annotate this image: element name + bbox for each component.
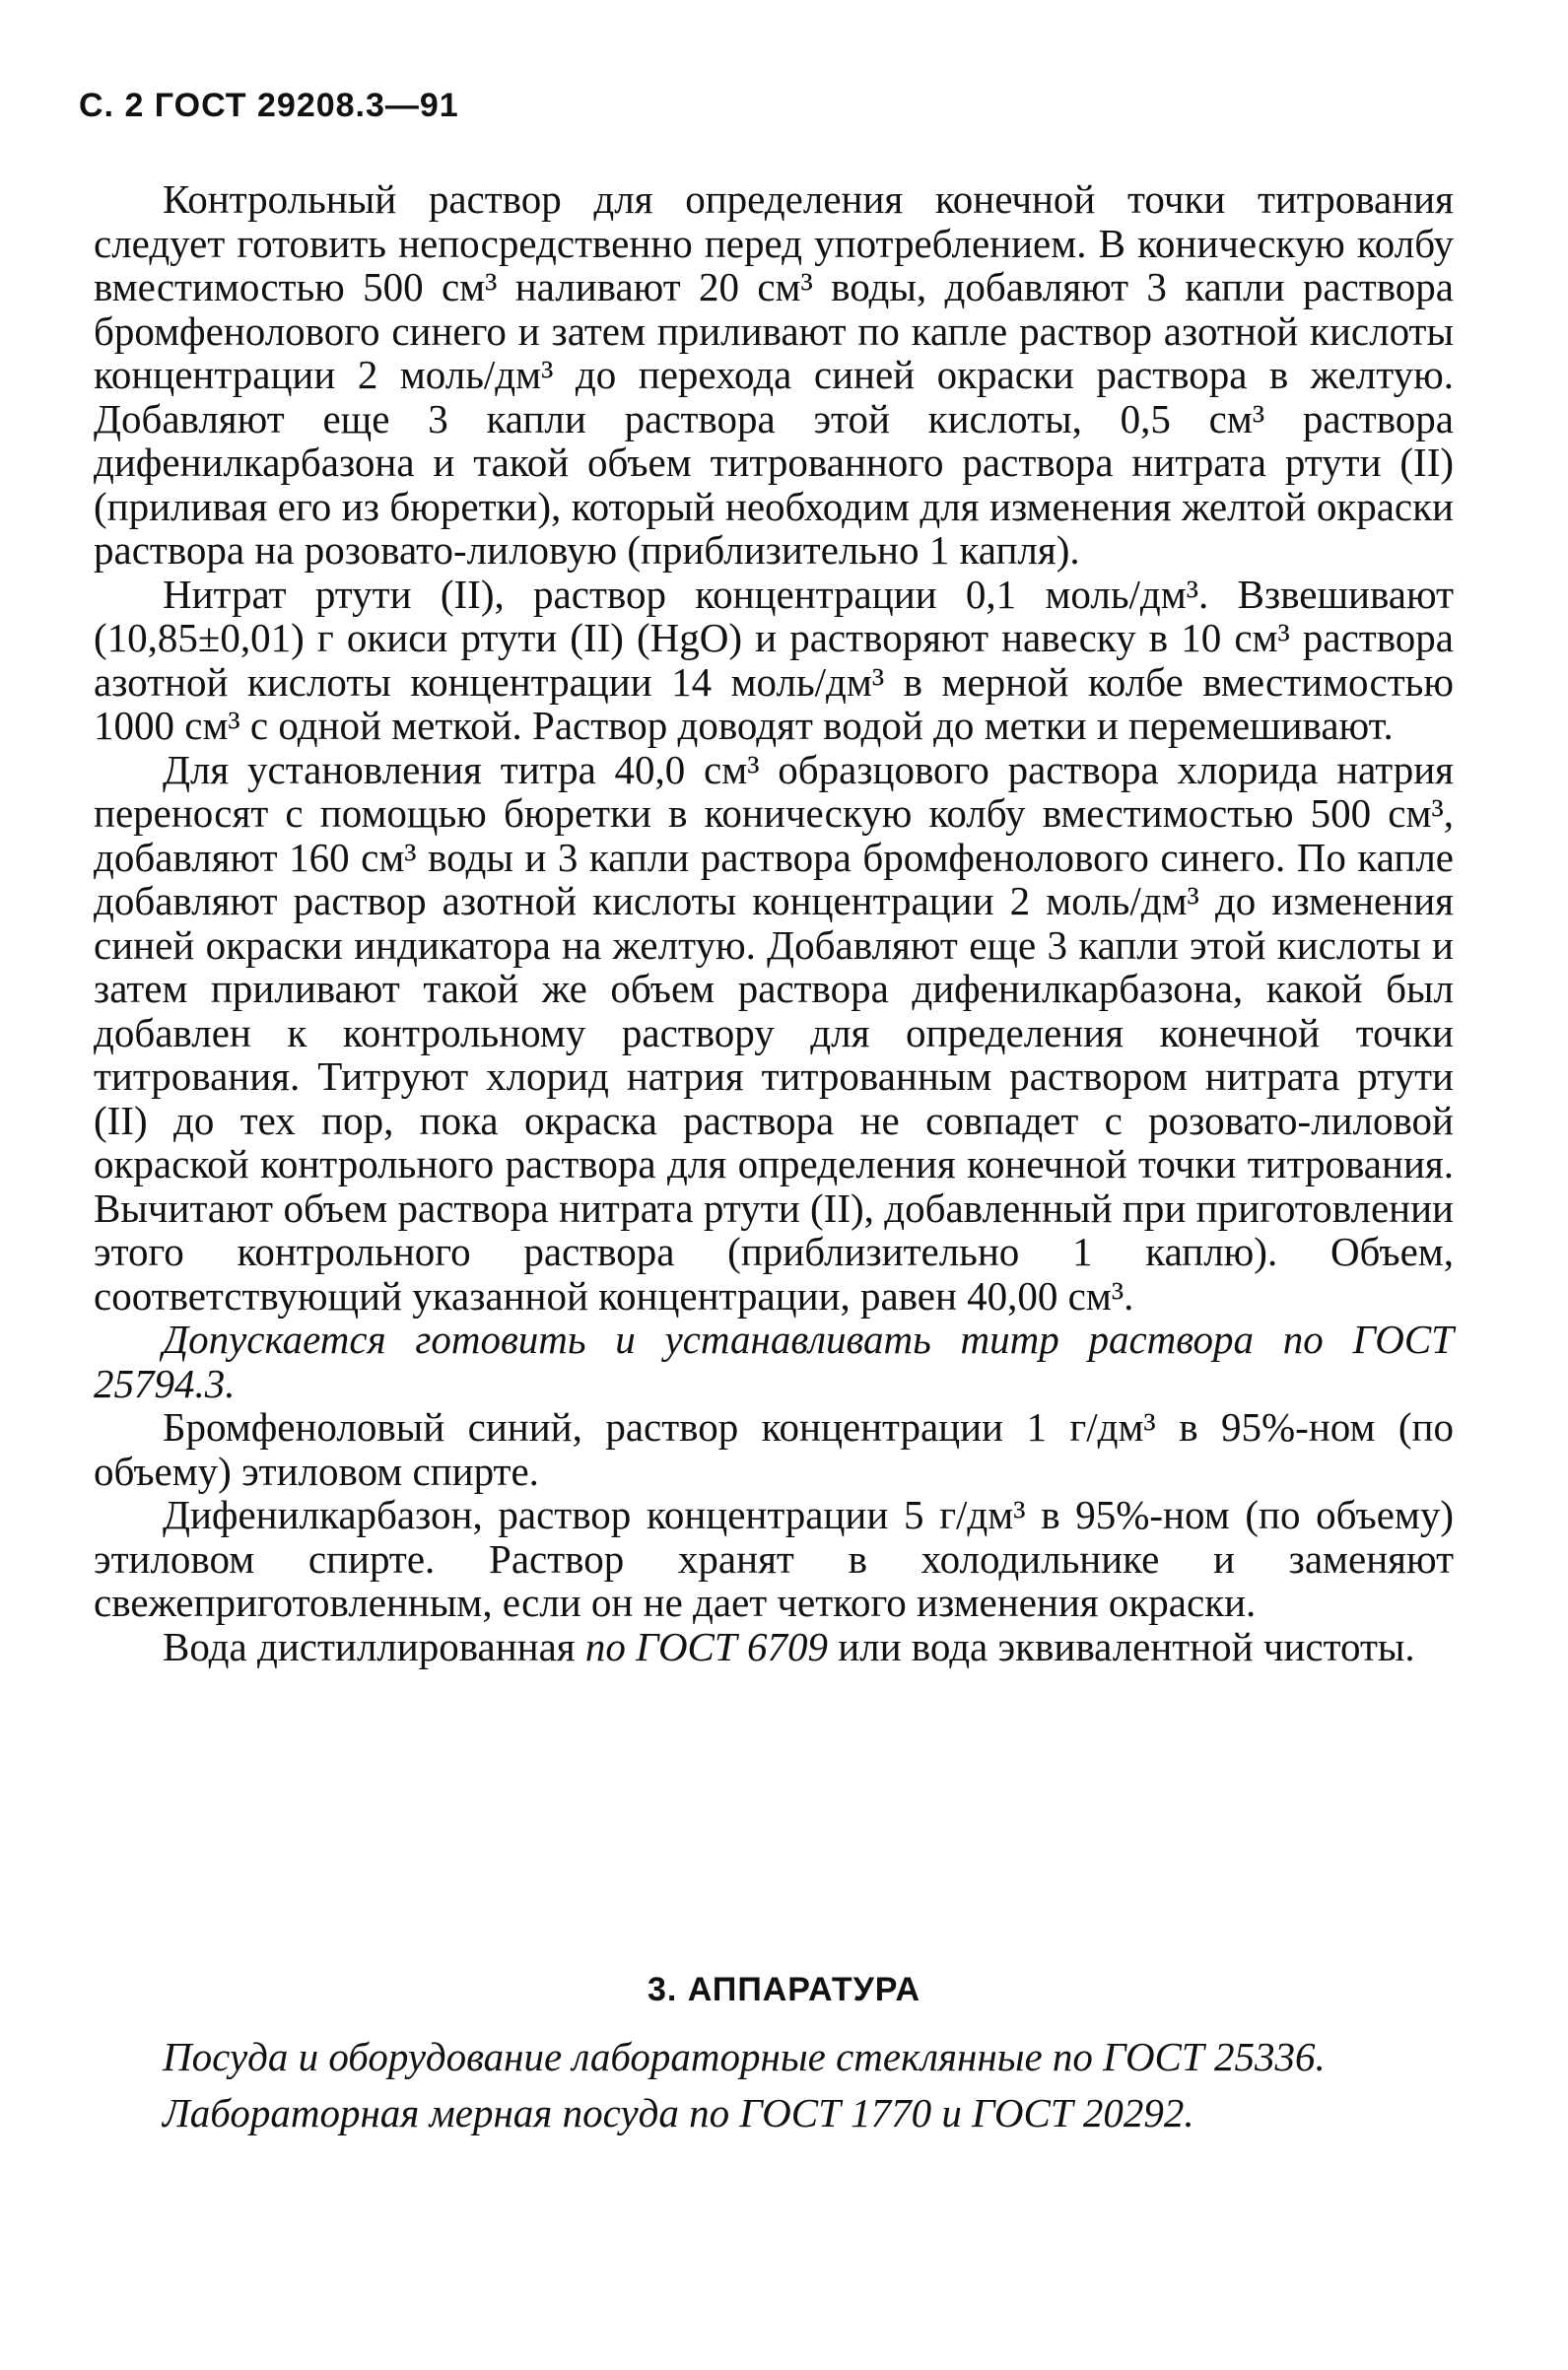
- water-text-start: Вода дистиллированная: [163, 1623, 585, 1669]
- water-text-end: или вода эквивалентной чистоты.: [827, 1623, 1415, 1669]
- paragraph-control-solution: Контрольный раствор для определения конечной точки титрования следует готовить непосредственно перед употреблением. В коническую колбу вместимостью 500 см³ наливают 20 см³ воды, добавляют 3 капли раствора бромфенолового синего и затем приливают по капле раствор азотной кислоты концентрации 2 моль/дм³ до перехода синей окраски раствора в желтую. Добавляют еще 3 капли раствора этой кислоты, 0,5 см³ раствора дифенилкарбазона и такой объем титрованного раствора нитрата ртути (II) (приливая его из бюретки), который необходим для изменения желтой окраски раствора на розовато-лиловую (приблизительно 1 капля).: [94, 176, 1454, 573]
- apparatus-item-measuring: Лабораторная мерная посуда по ГОСТ 1770 и ГОСТ 20292.: [163, 2089, 1194, 2135]
- paragraph-diphenylcarbazone: Дифенилкарбазон, раствор концентрации 5 г/дм³ в 95%-ном (по объему) этиловом спирте. Раствор хранят в холодильнике и заменяют свежеприготовленным, если он не дает четкого изменения окраски.: [94, 1492, 1454, 1625]
- paragraph-bromophenol-blue: Бромфеноловый синий, раствор концентрации 1 г/дм³ в 95%-ном (по объему) этиловом спирте.: [94, 1404, 1454, 1494]
- page-header: С. 2 ГОСТ 29208.3—91: [79, 87, 459, 124]
- water-gost-ref: по ГОСТ 6709: [584, 1623, 828, 1669]
- paragraph-titer-setting: Для установления титра 40,0 см³ образцового раствора хлорида натрия переносят с помощью бюретки в коническую колбу вместимостью 500 см³, добавляют 160 см³ воды и 3 капли раствора бромфенолового синего. По капле добавляют раствор азотной кислоты концентрации 2 моль/дм³ до изменения синей окраски индикатора на желтую. Добавляют еще 3 капли этой кислоты и затем приливают такой же объем раствора дифенилкарбазона, какой был добавлен к контрольному раствору для определения конечной точки титрования. Титруют хлорид натрия титрованным раствором нитрата ртути (II) до тех пор, пока окраска раствора не совпадет с розовато-лиловой окраской контрольного раствора для определения конечной точки титрования. Вычитают объем раствора нитрата ртути (II), добавленный при приготовлении этого контрольного раствора (приблизительно 1 каплю). Объем, соответствующий указанной концентрации, равен 40,00 см³.: [94, 746, 1454, 1319]
- paragraph-gost-allowance: Допускается готовить и устанавливать титр раствора по ГОСТ 25794.3.: [94, 1317, 1454, 1406]
- section-heading-apparatus: 3. АППАРАТУРА: [647, 1971, 921, 2008]
- body-text: [94, 177, 1454, 1668]
- section-apparatus-body: [94, 2035, 1454, 2146]
- paragraph-mercury-nitrate: Нитрат ртути (II), раствор концентрации 0,1 моль/дм³. Взвешивают (10,85±0,01) г окиси ртути (II) (HgO) и растворяют навеску в 10 см³ раствора азотной кислоты концентрации 14 моль/дм³ в мерной колбе вместимостью 1000 см³ с одной меткой. Раствор доводят водой до метки и перемешивают.: [94, 571, 1454, 748]
- paragraph-distilled-water: [94, 1625, 1454, 1669]
- apparatus-item-glassware: Посуда и оборудование лабораторные стеклянные по ГОСТ 25336.: [163, 2034, 1326, 2079]
